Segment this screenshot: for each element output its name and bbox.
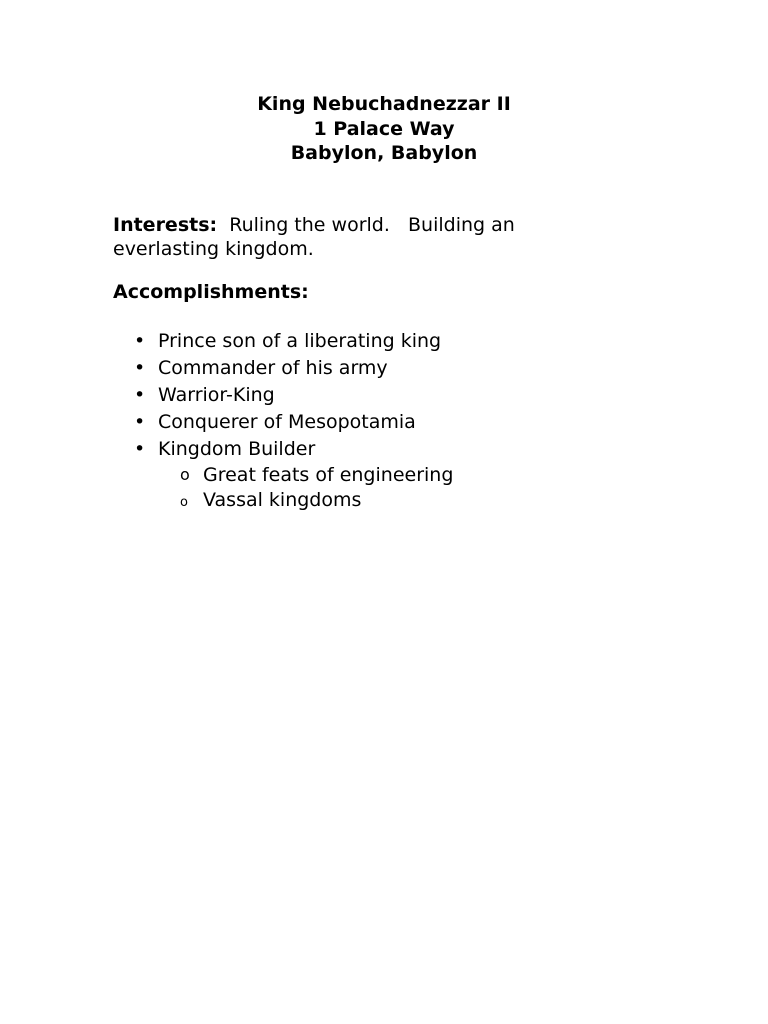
street-address: 1 Palace Way [313, 117, 455, 140]
list-item [113, 410, 453, 437]
list-item-text: Kingdom Builder [158, 438, 316, 460]
interests-label: Interests: [113, 214, 218, 236]
accomplishments-heading: Accomplishments: [113, 281, 309, 303]
list-item-text: Prince son of a liberating king [158, 330, 442, 352]
bullet-icon: • [134, 438, 146, 460]
kingdom-builder-sublist [113, 463, 453, 513]
list-item-text: Warrior-King [158, 384, 275, 406]
bullet-icon: • [134, 384, 146, 406]
interests-text: Ruling the world. Building an everlasting kingdom. [113, 214, 521, 260]
list-item [113, 383, 453, 410]
sub-list-item [113, 488, 453, 513]
list-item [113, 329, 453, 356]
sub-list-item-text: Great feats of engineering [203, 464, 454, 486]
hollow-bullet-icon: o [180, 465, 190, 484]
accomplishments-list [113, 329, 453, 513]
sublist-container [113, 463, 453, 513]
sub-list-item-text: Vassal kingdoms [203, 489, 362, 511]
interests-section [113, 213, 573, 261]
hollow-bullet-icon: o [180, 495, 188, 510]
letterhead [0, 92, 768, 166]
bullet-icon: • [134, 411, 146, 433]
city-line: Babylon, Babylon [290, 142, 478, 164]
list-item-text: Commander of his army [158, 357, 388, 379]
list-item-text: Conquerer of Mesopotamia [158, 411, 416, 433]
list-item [113, 437, 453, 463]
bullet-icon: • [134, 357, 146, 379]
person-name: King Nebuchadnezzar II [257, 93, 511, 115]
list-item [113, 356, 453, 383]
sub-list-item [113, 463, 453, 488]
bullet-icon: • [134, 330, 146, 352]
